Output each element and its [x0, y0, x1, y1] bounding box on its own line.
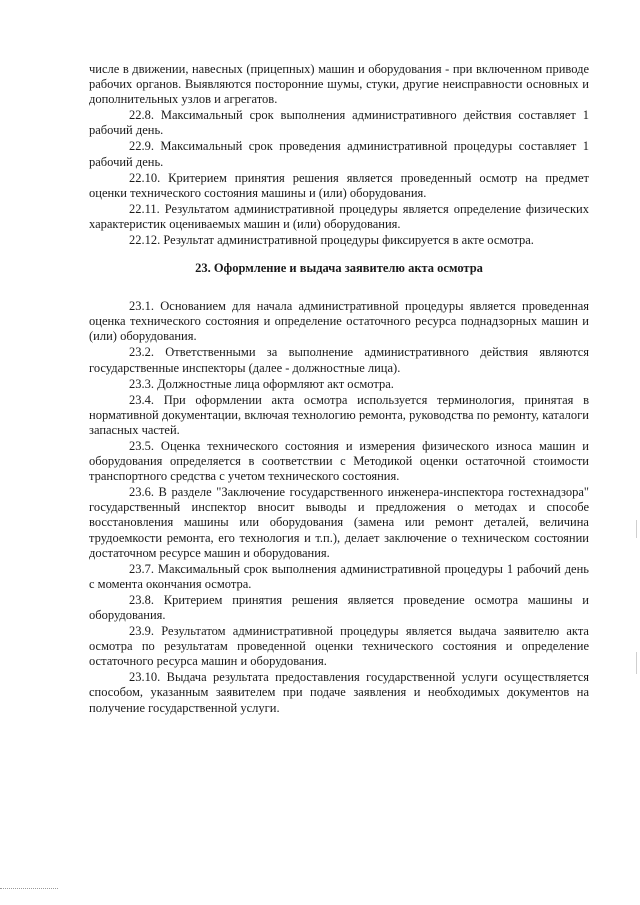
paragraph-23-5: 23.5. Оценка технического состояния и измерения физического износа машин и оборудования определяется в соответствии с Методикой оценки остаточной стоимости транспортного средства с учетом технического состояния. [89, 438, 589, 484]
paragraph-22-8: 22.8. Максимальный срок выполнения административного действия составляет 1 рабочий день. [89, 108, 589, 138]
paragraph-23-1: 23.1. Основанием для начала административной процедуры является проведенная оценка технического состояния и определение остаточного ресурса поднадзорных машин и (или) оборудования. [89, 299, 589, 344]
paragraph-23-4: 23.4. При оформлении акта осмотра используется терминология, принятая в нормативной документации, включая технологию ремонта, руководства по ремонту, каталоги запасных частей. [89, 392, 589, 437]
spacer [89, 248, 589, 261]
paragraph-22-9: 22.9. Максимальный срок проведения административной процедуры составляет 1 рабочий день. [89, 139, 589, 169]
scan-edge-mark [636, 520, 637, 538]
paragraph-23-10: 23.10. Выдача результата предоставления государственной услуги осуществляется способом, указанным заявителем при подаче заявления и необходимых документов на получение государственной услуги. [89, 670, 589, 715]
document-page [89, 62, 589, 716]
section-heading: 23. Оформление и выдача заявителю акта осмотра [195, 261, 483, 276]
paragraph-22-12: 22.12. Результат административной процедуры фиксируется в акте осмотра. [129, 233, 534, 248]
paragraph-23-6: 23.6. В разделе "Заключение государственного инженера-инспектора гостехнадзора" государственный инспектор вносит выводы и предложения о методах и способе восстановления машины или оборудования (замена или ремонт деталей, величина трудоемкости ремонта, его технология и т.п.), делает заключение о техническом состоянии достаточном ресурсе машин и оборудования. [89, 485, 589, 560]
paragraph-22-11: 22.11. Результатом административной процедуры является определение физических характеристик оцениваемых машин и (или) оборудования. [89, 201, 589, 231]
paragraph-23-9: 23.9. Результатом административной процедуры является выдача заявителю акта осмотра по результатам проведенной оценки технического состояния и определение остаточного ресурса машин и оборудования. [89, 624, 589, 669]
paragraph-23-8: 23.8. Критерием принятия решения является проведение осмотра машины и оборудования. [89, 592, 589, 622]
paragraph-continuation: числе в движении, навесных (прицепных) машин и оборудования - при включенном приводе рабочих органов. Выявляются посторонние шумы, стуки, другие неисправности основных и дополнительных узлов и агрегатов. [89, 62, 589, 107]
paragraph-23-2: 23.2. Ответственными за выполнение административного действия являются государственные инспекторы (далее - должностные лица). [89, 345, 589, 375]
scan-edge-mark [636, 652, 637, 674]
paragraph-22-10: 22.10. Критерием принятия решения является проведенный осмотр на предмет оценки технического состояния машины и (или) оборудования. [89, 170, 589, 200]
paragraph-23-3: 23.3. Должностные лица оформляют акт осмотра. [129, 376, 394, 391]
paragraph-23-7: 23.7. Максимальный срок выполнения административной процедуры 1 рабочий день с момента окончания осмотра. [89, 561, 589, 591]
spacer [89, 276, 589, 299]
scan-footer-mark [0, 888, 58, 889]
